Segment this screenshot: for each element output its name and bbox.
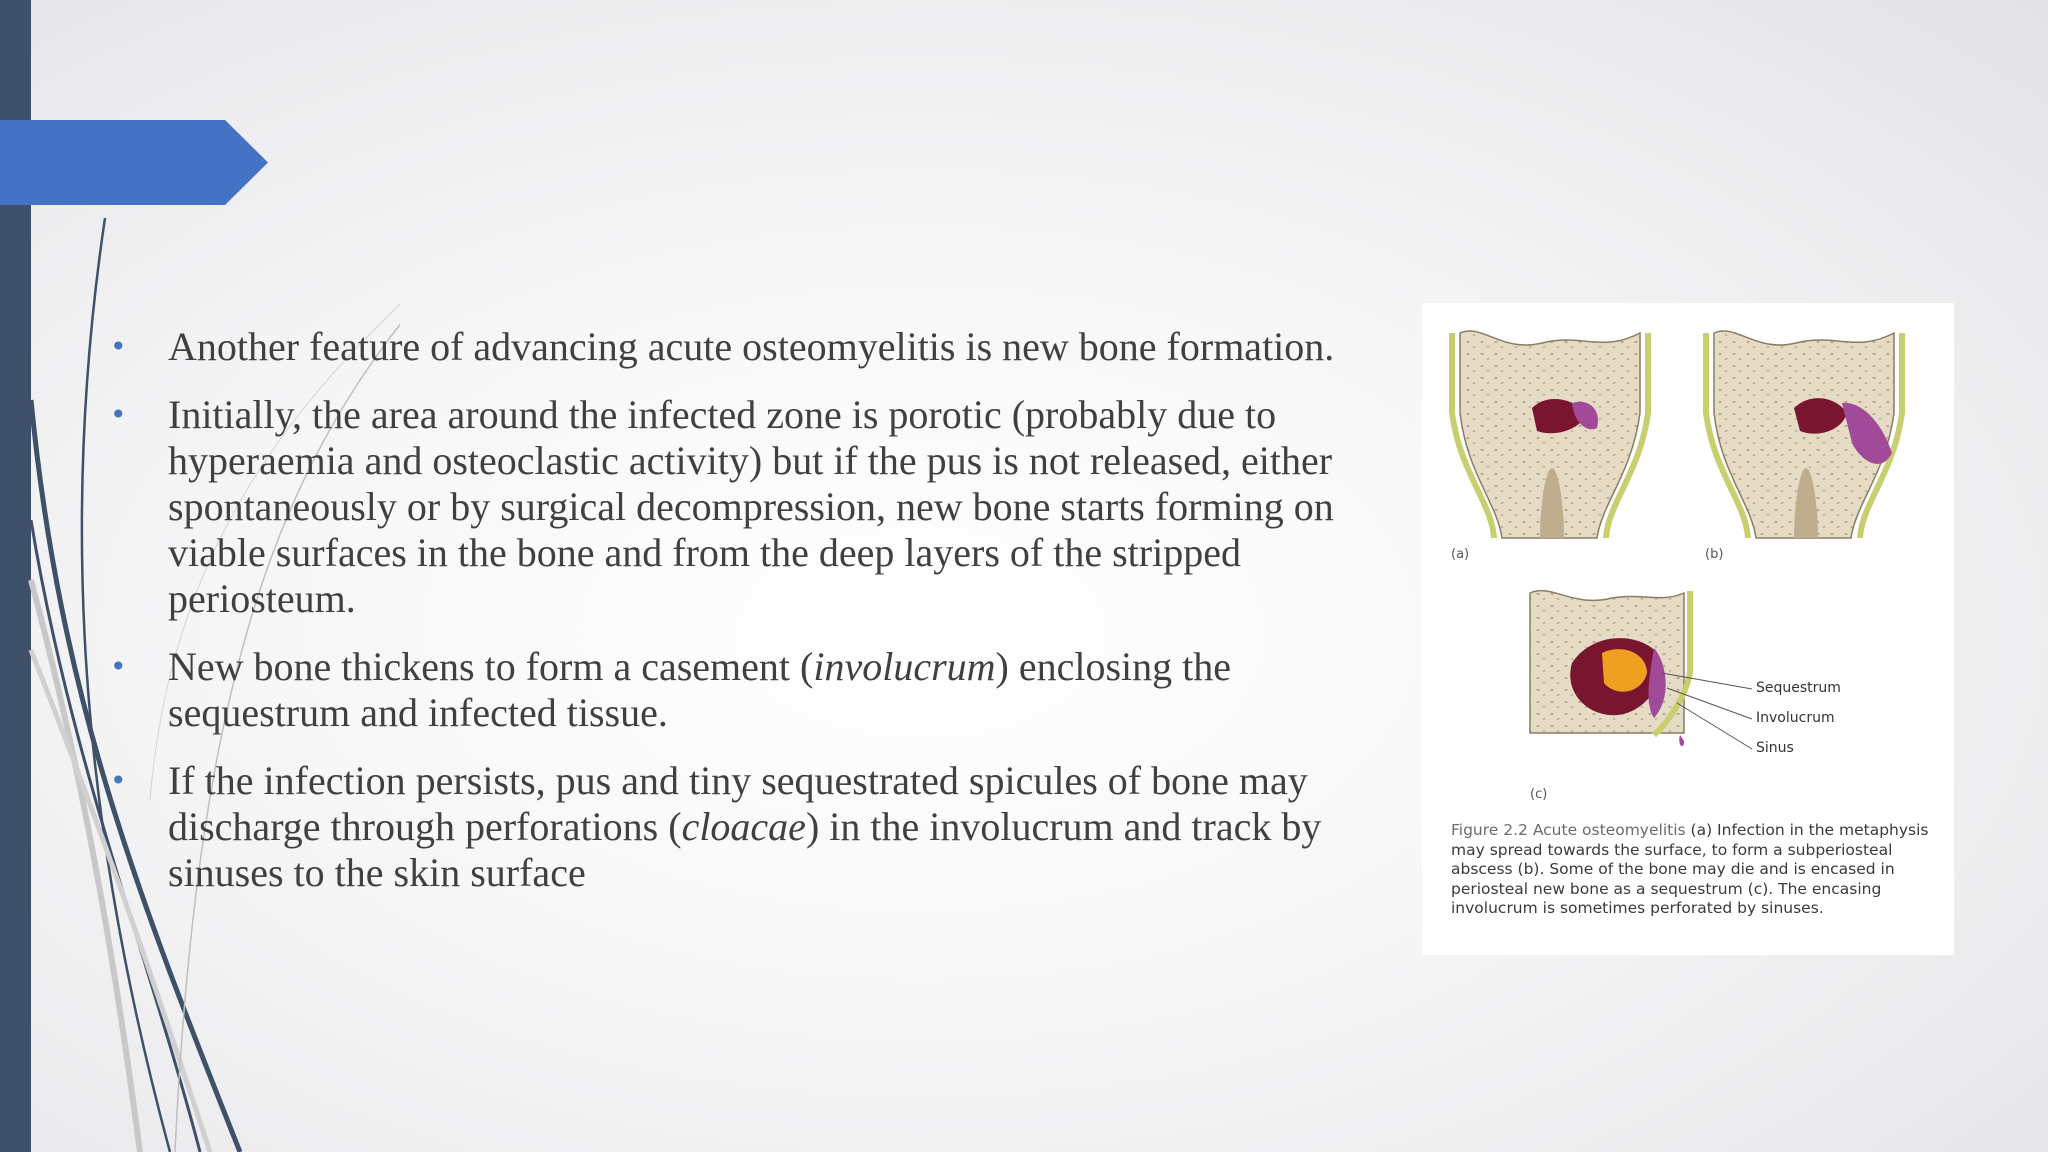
bullet-text-run: New bone thickens to form a casement (: [168, 644, 814, 689]
bone-illustration: [1422, 303, 1954, 813]
bullet-text-run: If the infection persists, pus and tiny sequestrated spicules of bone may discharge through perforations (: [168, 758, 1308, 849]
callout-involucrum: Involucrum: [1756, 710, 1835, 726]
bullet-item: [110, 758, 1420, 896]
bullet-list: [110, 324, 1420, 896]
bullet-dot-icon: •: [110, 764, 127, 797]
panel-label-b: (b): [1705, 547, 1724, 562]
bullet-item: [110, 644, 1420, 736]
bullet-text: [168, 324, 1334, 369]
callout-sequestrum: Sequestrum: [1756, 680, 1841, 696]
bullet-item: [110, 392, 1420, 622]
bullet-dot-icon: •: [110, 330, 127, 363]
osteomyelitis-figure: [1422, 303, 1954, 955]
callout-sinus: Sinus: [1756, 740, 1794, 756]
italic-term: cloacae: [681, 804, 806, 849]
caption-body: (a) Infection in the metaphysis may spread towards the surface, to form a subperiosteal abscess (b). Some of the bone may die and is encased in periosteal new bone as a sequestrum (c). The encasing involucrum is sometimes perforated by sinuses.: [1451, 821, 1929, 917]
figure-caption: [1451, 821, 1941, 919]
bullet-dot-icon: •: [110, 650, 127, 683]
bullet-text-run: ) in the involucrum and track by sinuses to the skin surface: [168, 804, 1322, 895]
italic-term: involucrum: [813, 644, 996, 689]
bullet-text-run: Another feature of advancing acute osteomyelitis is new bone formation.: [168, 324, 1335, 369]
bullet-text: [168, 644, 1231, 735]
bullet-text-run: ) enclosing the sequestrum and infected tissue.: [168, 644, 1232, 735]
bullet-text-run: Initially, the area around the infected zone is porotic (probably due to hyperaemia and osteoclastic activity) but if the pus is not released, either spontaneously or by surgical decompression, new bone starts forming on viable surfaces in the bone and from the deep layers of the stripped periosteum.: [168, 392, 1334, 621]
caption-lead: Figure 2.2 Acute osteomyelitis: [1451, 821, 1686, 839]
bullet-dot-icon: •: [110, 398, 127, 431]
title-arrow-shape: [0, 120, 268, 205]
bullet-item: [110, 324, 1420, 370]
bullet-text: [168, 392, 1334, 621]
bullet-content: [110, 324, 1420, 918]
bullet-text: [168, 758, 1321, 895]
panel-label-a: (a): [1451, 547, 1470, 562]
panel-label-c: (c): [1530, 787, 1548, 802]
